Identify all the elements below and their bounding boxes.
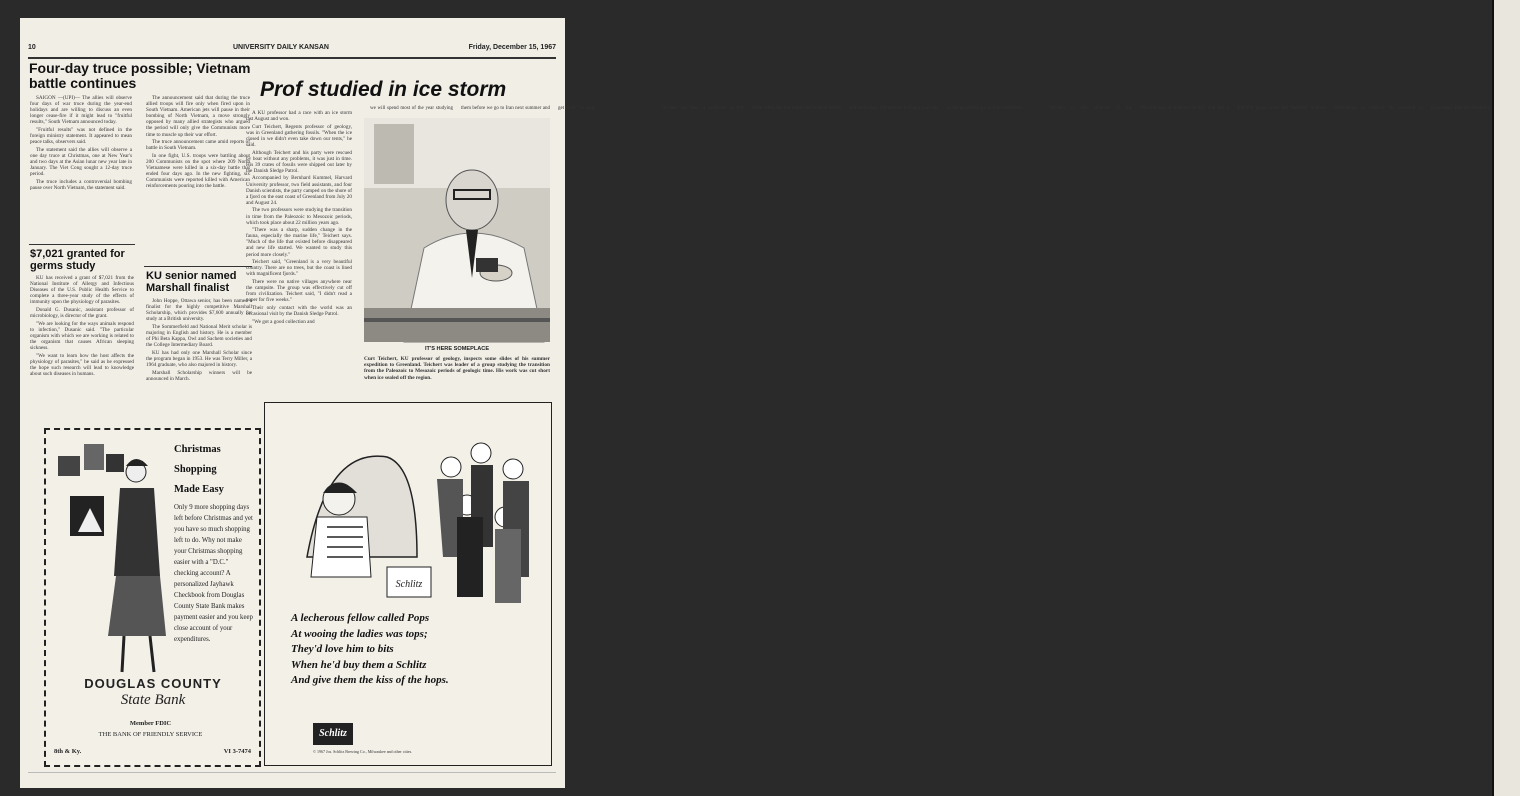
- paragraph: The truce announcement came amid reports of battle in South Vietnam.: [146, 139, 250, 152]
- page-header: [28, 44, 556, 56]
- paragraph: KU has had only one Marshall Scholar since the program began in 1953. He was Terry Miller, a 1964 graduate, who also majored in history.: [146, 349, 252, 368]
- bank-advertisement: [44, 428, 261, 767]
- photo-caption: Curt Teichert, KU professor of geology, inspects some slides of his summer expedition to Greenland. Teichert was leader of a group studying the transition from the Paleozoic to Mesozoic periods of geologic time. His work was cut short when ice sealed off the region.: [364, 356, 550, 381]
- ice-column-1: [246, 110, 352, 398]
- paragraph: "There was a sharp, sudden change in the fauna, especially the marine life," Teichert says. "Much of the life that existed before disappeared and new life started. We wanted to study this period more closely.": [246, 227, 352, 258]
- paragraph: "We got a good collection and: [252, 318, 315, 325]
- schlitz-logo: Schlitz: [313, 723, 353, 745]
- bank-slogan: THE BANK OF FRIENDLY SERVICE: [98, 731, 203, 738]
- verse-line: A lecherous fellow called Pops: [291, 612, 430, 624]
- ice-column-2-text: [364, 106, 1491, 117]
- rule: [29, 244, 135, 245]
- paragraph: In one fight, U.S. troops were battling about 200 Communists on the spot where 209 North Vietnamese were killed in a six-day battle that ended four days ago. In the new fighting, six Communists were reported killed with American reinforcements pouring into the battle.: [146, 152, 250, 190]
- paragraph: Although Teichert and his party were rescued by boat without any problems, it was just in time. His 39 crates of fossils were shipped out later by the Danish Sledge Patrol.: [246, 149, 352, 174]
- marshall-body: [146, 298, 252, 416]
- bank-logo-line1: DOUGLAS COUNTY: [84, 676, 222, 691]
- paragraph: The Sommerfield and National Merit scholar is majoring in English and history. He is a member of Phi Beta Kappa, Owl and Sachem societies and the College Intermediary Board.: [146, 323, 252, 349]
- paragraph: John Hoppe, Ottawa senior, has been named a finalist for the highly competitive Marshall Scholarship, which provides $7,600 annually for study at a British university.: [146, 298, 252, 323]
- bottom-rule: [28, 772, 556, 773]
- ad-body-text: Only 9 more shopping days left before Christmas and yet you have so much shopping left to do. Why not make your Christmas shopping easier with a "D.C." checking account? A personalized Jayhawk Checkbook from Douglas County State Bank makes payment easier and you keep close account of your expenditures.: [174, 504, 253, 643]
- ad-title-line: Christmas: [174, 444, 221, 455]
- professor-photo-illustration: [364, 118, 550, 342]
- paragraph: The announcement said that during the truce allied troops will fire only when fired upon in South Vietnam. American jets will pause in their bombing of North Vietnam, a move strongly opposed by many allied strategists who argued the period will only give the Communists more time to muscle up their war effort.: [146, 95, 250, 138]
- paragraph: KU has received a grant of $7,021 from the National Institute of Allergy and Infectious Diseases of the U.S. Public Health Service to complete a three-year study of the effects of immunity upon the physiology of parasites.: [30, 275, 134, 306]
- page-number: 10: [28, 44, 36, 51]
- paragraph: The two professors were studying the transition in time from the Paleozoic to Mesozoic periods, which took place about 22 million years ago.: [246, 207, 352, 226]
- paragraph: Donald G. Dusanic, assistant professor of microbiology, is director of the grant.: [30, 306, 134, 320]
- verse-line: When he'd buy them a Schlitz: [291, 658, 427, 671]
- copyright-line: © 1967 Jos. Schlitz Brewing Co., Milwaukee and other cities.: [313, 749, 413, 754]
- bank-address: 8th & Ky.: [54, 748, 82, 755]
- bank-phone: VI 3-7474: [223, 748, 251, 755]
- truce-column-1: [30, 95, 132, 240]
- paragraph: Teichert is also director of the Paleontological Institute at KU and has a $34,000 grant from the National Science Foundation to conduct his research in Greenland, Iran and Kashmir.: [1049, 106, 1491, 111]
- marshall-headline: KU senior named Marshall finalist: [146, 270, 237, 294]
- adjacent-page-edge: [1492, 0, 1520, 796]
- paragraph: Their only contact with the world was an occasional visit by the Danish Sledge Patrol.: [246, 304, 352, 317]
- grant-headline: $7,021 granted for germs study: [30, 248, 125, 272]
- verse-line: They'd love him to bits: [291, 643, 394, 656]
- grant-body: [30, 275, 134, 417]
- paragraph: we will spend most of the year studying them before we go to Iran next summer and get more," he said.: [370, 106, 596, 111]
- paragraph: "We are looking for the ways animals respond to infection," Dusanic said. "The particular organism with which we are working is related to the organism that causes African sleeping sickness.: [30, 320, 134, 352]
- paragraph: "Fruitful results" was not defined in the foreign ministry statement. It appeared to mean peace talks, observers said.: [30, 126, 132, 146]
- photo-caption-head: IT'S HERE SOMEPLACE: [424, 346, 490, 352]
- paragraph: Marshall Scholarship winners will be announced in March.: [146, 369, 252, 382]
- issue-date: Friday, December 15, 1967: [468, 44, 556, 51]
- paragraph: There were no native villages anywhere near the campsite. The group was effectively cut off from civilization. Teichert said, "I didn't read a paper for five weeks.": [246, 278, 352, 304]
- newspaper-page: [20, 18, 1491, 788]
- header-rule: [28, 57, 556, 59]
- cartoon-illustration: [267, 407, 549, 607]
- svg-text:Schlitz: Schlitz: [395, 579, 423, 590]
- shopper-illustration: [50, 436, 168, 686]
- paragraph: The truce includes a controversial bombing pause over North Vietnam, the statement said.: [30, 178, 132, 191]
- teichert-photo: [364, 118, 550, 342]
- paragraph: Curt Teichert, Regents professor of geology, was in Greenland gathering fossils. "When the ice closed in we didn't even take down our tents," he said.: [246, 123, 352, 148]
- ad-title-line: Shopping: [174, 464, 217, 475]
- rule: [144, 266, 252, 267]
- bank-logo-line2: State Bank: [120, 692, 186, 708]
- schlitz-advertisement: [264, 402, 552, 766]
- paragraph: Teichert said, "Greenland is a very beautiful country. There are no trees, but the coast is lined with magnificent fjords.": [246, 259, 352, 278]
- paper-name: UNIVERSITY DAILY KANSAN: [233, 44, 329, 51]
- paragraph: "We want to learn how the host affects the physiology of parasites," he said as he expressed the hope such research will lead to knowledge about such diseases in humans.: [30, 352, 134, 377]
- paragraph: SAIGON —(UPI)— The allies will observe four days of war truce during the year-end holidays and are willing to discuss an even longer cease-fire if it might lead to "fruitful results," South Vietnam announced today.: [30, 95, 132, 126]
- ad-title-line: Made Easy: [174, 484, 224, 495]
- verse-line: At wooing the ladies was tops;: [291, 627, 428, 640]
- member-fdic: Member FDIC: [129, 720, 172, 727]
- truce-column-2: [146, 95, 250, 263]
- paragraph: Teichert has been a professor at KU since 1964. He has published several books and more than 150 articles in major journals on the paleontology of four continents.: [661, 106, 1024, 111]
- paragraph: A KU professor had a race with an ice storm last August and won.: [246, 110, 352, 123]
- ad-verse: [291, 611, 541, 689]
- paragraph: Accompanied by Bernhard Kummel, Harvard University professor, two field assistants, and four Danish scientists, the party camped on the shore of a fjord on the east coast of Greenland from July 20 and August 24.: [246, 175, 352, 206]
- verse-line: And give them the kiss of the hops.: [291, 674, 449, 687]
- paragraph: The statement said the allies will observe a one day truce at Christmas, one at New Year's and two days at the Asian lunar new year late in January. The Viet Cong sought a 12-day truce period.: [30, 146, 132, 178]
- ice-headline: Prof studied in ice storm: [260, 78, 507, 101]
- truce-headline: Four-day truce possible; Vietnam battle continues: [29, 60, 251, 91]
